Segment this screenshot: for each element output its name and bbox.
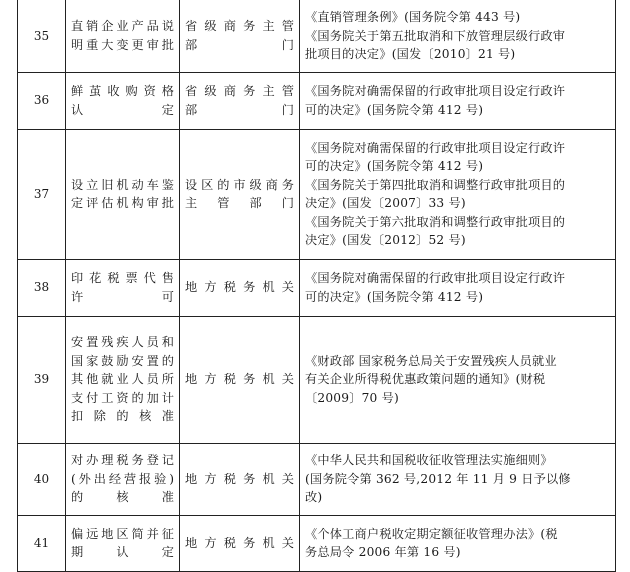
table-row bbox=[18, 259, 616, 316]
approval-department-cell bbox=[180, 259, 300, 316]
table-row bbox=[18, 443, 616, 515]
item-name-line: 许可 bbox=[71, 289, 174, 304]
approval-department-line: 部门 bbox=[185, 37, 294, 52]
approval-department-cell bbox=[180, 515, 300, 571]
legal-basis-line: 《国务院关于第四批取消和调整行政审批项目的 bbox=[305, 177, 566, 192]
item-name-line: 认定 bbox=[71, 102, 174, 117]
row-number: 35 bbox=[18, 0, 66, 72]
table-row bbox=[18, 72, 616, 129]
item-name-cell bbox=[66, 316, 180, 443]
row-number: 36 bbox=[18, 72, 66, 129]
legal-basis-line: 务总局令 2006 年第 16 号) bbox=[305, 545, 461, 559]
item-name-line: 扣除的核准 bbox=[71, 409, 174, 424]
item-name-line: 的核准 bbox=[71, 490, 174, 505]
approval-department-cell bbox=[180, 316, 300, 443]
item-name-line: 印花税票代售 bbox=[71, 271, 174, 285]
item-name-cell bbox=[66, 515, 180, 571]
item-name-line: 明重大变更审批 bbox=[71, 37, 174, 52]
approval-department-cell bbox=[180, 0, 300, 72]
legal-basis-cell bbox=[300, 129, 616, 259]
legal-basis-line: 可的决定》(国务院令第 412 号) bbox=[305, 102, 484, 117]
legal-basis-line: 《个体工商户税收定期定额征收管理办法》(税 bbox=[305, 526, 558, 541]
legal-basis-line: 有关企业所得税优惠政策问题的通知》(财税 bbox=[305, 372, 546, 387]
legal-basis-line: 改) bbox=[305, 490, 323, 505]
item-name-cell bbox=[66, 129, 180, 259]
item-name-line: 期认定 bbox=[71, 545, 174, 559]
item-name-line: 鲜茧收购资格 bbox=[71, 84, 174, 98]
legal-basis-line: 《直销管理条例》(国务院令第 443 号) bbox=[305, 10, 521, 24]
approval-department-line: 地方税务机关 bbox=[185, 535, 294, 550]
legal-basis-line: 可的决定》(国务院令第 412 号) bbox=[305, 289, 484, 304]
legal-basis-line: 《国务院关于第五批取消和下放管理层级行政审 bbox=[305, 28, 566, 43]
legal-basis-line: 批项目的决定》(国发〔2010〕21 号) bbox=[305, 47, 516, 61]
table-body bbox=[18, 0, 616, 571]
approval-department-cell bbox=[180, 129, 300, 259]
legal-basis-line: 《中华人民共和国税收征收管理法实施细则》 bbox=[305, 453, 553, 468]
approval-department-line: 地方税务机关 bbox=[185, 280, 294, 295]
approval-items-table bbox=[17, 0, 616, 572]
row-number: 41 bbox=[18, 515, 66, 571]
item-name-line: 安置残疾人员和 bbox=[71, 335, 174, 350]
approval-department-line: 设区的市级商务 bbox=[185, 177, 294, 192]
item-name-line: 其他就业人员所 bbox=[71, 372, 174, 387]
item-name-cell bbox=[66, 259, 180, 316]
approval-department-line: 主管部门 bbox=[185, 196, 294, 210]
legal-basis-cell bbox=[300, 515, 616, 571]
table-row bbox=[18, 129, 616, 259]
item-name-cell bbox=[66, 0, 180, 72]
legal-basis-line: 决定》(国发〔2007〕33 号) bbox=[305, 196, 466, 210]
legal-basis-line: 《国务院对确需保留的行政审批项目设定行政许 bbox=[305, 84, 566, 98]
legal-basis-line: 〔2009〕70 号) bbox=[305, 390, 399, 405]
item-name-line: 对办理税务登记 bbox=[71, 453, 174, 468]
legal-basis-line: (国务院令第 362 号,2012 年 11 月 9 日予以修 bbox=[305, 471, 571, 486]
approval-department-cell bbox=[180, 72, 300, 129]
legal-basis-cell bbox=[300, 316, 616, 443]
item-name-line: 国家鼓励安置的 bbox=[71, 353, 174, 368]
table-row bbox=[18, 515, 616, 571]
legal-basis-line: 《国务院对确需保留的行政审批项目设定行政许 bbox=[305, 140, 566, 155]
approval-department-line: 省级商务主管 bbox=[185, 84, 294, 98]
item-name-cell bbox=[66, 72, 180, 129]
item-name-line: (外出经营报验) bbox=[71, 471, 174, 486]
row-number: 40 bbox=[18, 443, 66, 515]
legal-basis-cell bbox=[300, 0, 616, 72]
approval-department-line: 部门 bbox=[185, 102, 294, 117]
row-number: 39 bbox=[18, 316, 66, 443]
approval-department-line: 地方税务机关 bbox=[185, 471, 294, 486]
legal-basis-line: 可的决定》(国务院令第 412 号) bbox=[305, 159, 484, 173]
row-number: 37 bbox=[18, 129, 66, 259]
item-name-line: 直销企业产品说 bbox=[71, 19, 174, 34]
legal-basis-cell bbox=[300, 72, 616, 129]
item-name-cell bbox=[66, 443, 180, 515]
table-row bbox=[18, 316, 616, 443]
legal-basis-line: 决定》(国发〔2012〕52 号) bbox=[305, 233, 466, 247]
legal-basis-line: 《国务院对确需保留的行政审批项目设定行政许 bbox=[305, 271, 566, 285]
legal-basis-cell bbox=[300, 443, 616, 515]
table-row bbox=[18, 0, 616, 72]
legal-basis-cell bbox=[300, 259, 616, 316]
item-name-line: 支付工资的加计 bbox=[71, 390, 174, 405]
approval-department-cell bbox=[180, 443, 300, 515]
approval-department-line: 地方税务机关 bbox=[185, 372, 294, 387]
legal-basis-line: 《财政部 国家税务总局关于安置残疾人员就业 bbox=[305, 353, 557, 368]
approval-department-line: 省级商务主管 bbox=[185, 19, 294, 34]
row-number: 38 bbox=[18, 259, 66, 316]
item-name-line: 偏远地区简并征 bbox=[71, 526, 174, 541]
item-name-line: 设立旧机动车鉴 bbox=[71, 177, 174, 192]
item-name-line: 定评估机构审批 bbox=[71, 196, 174, 210]
legal-basis-line: 《国务院关于第六批取消和调整行政审批项目的 bbox=[305, 214, 566, 229]
